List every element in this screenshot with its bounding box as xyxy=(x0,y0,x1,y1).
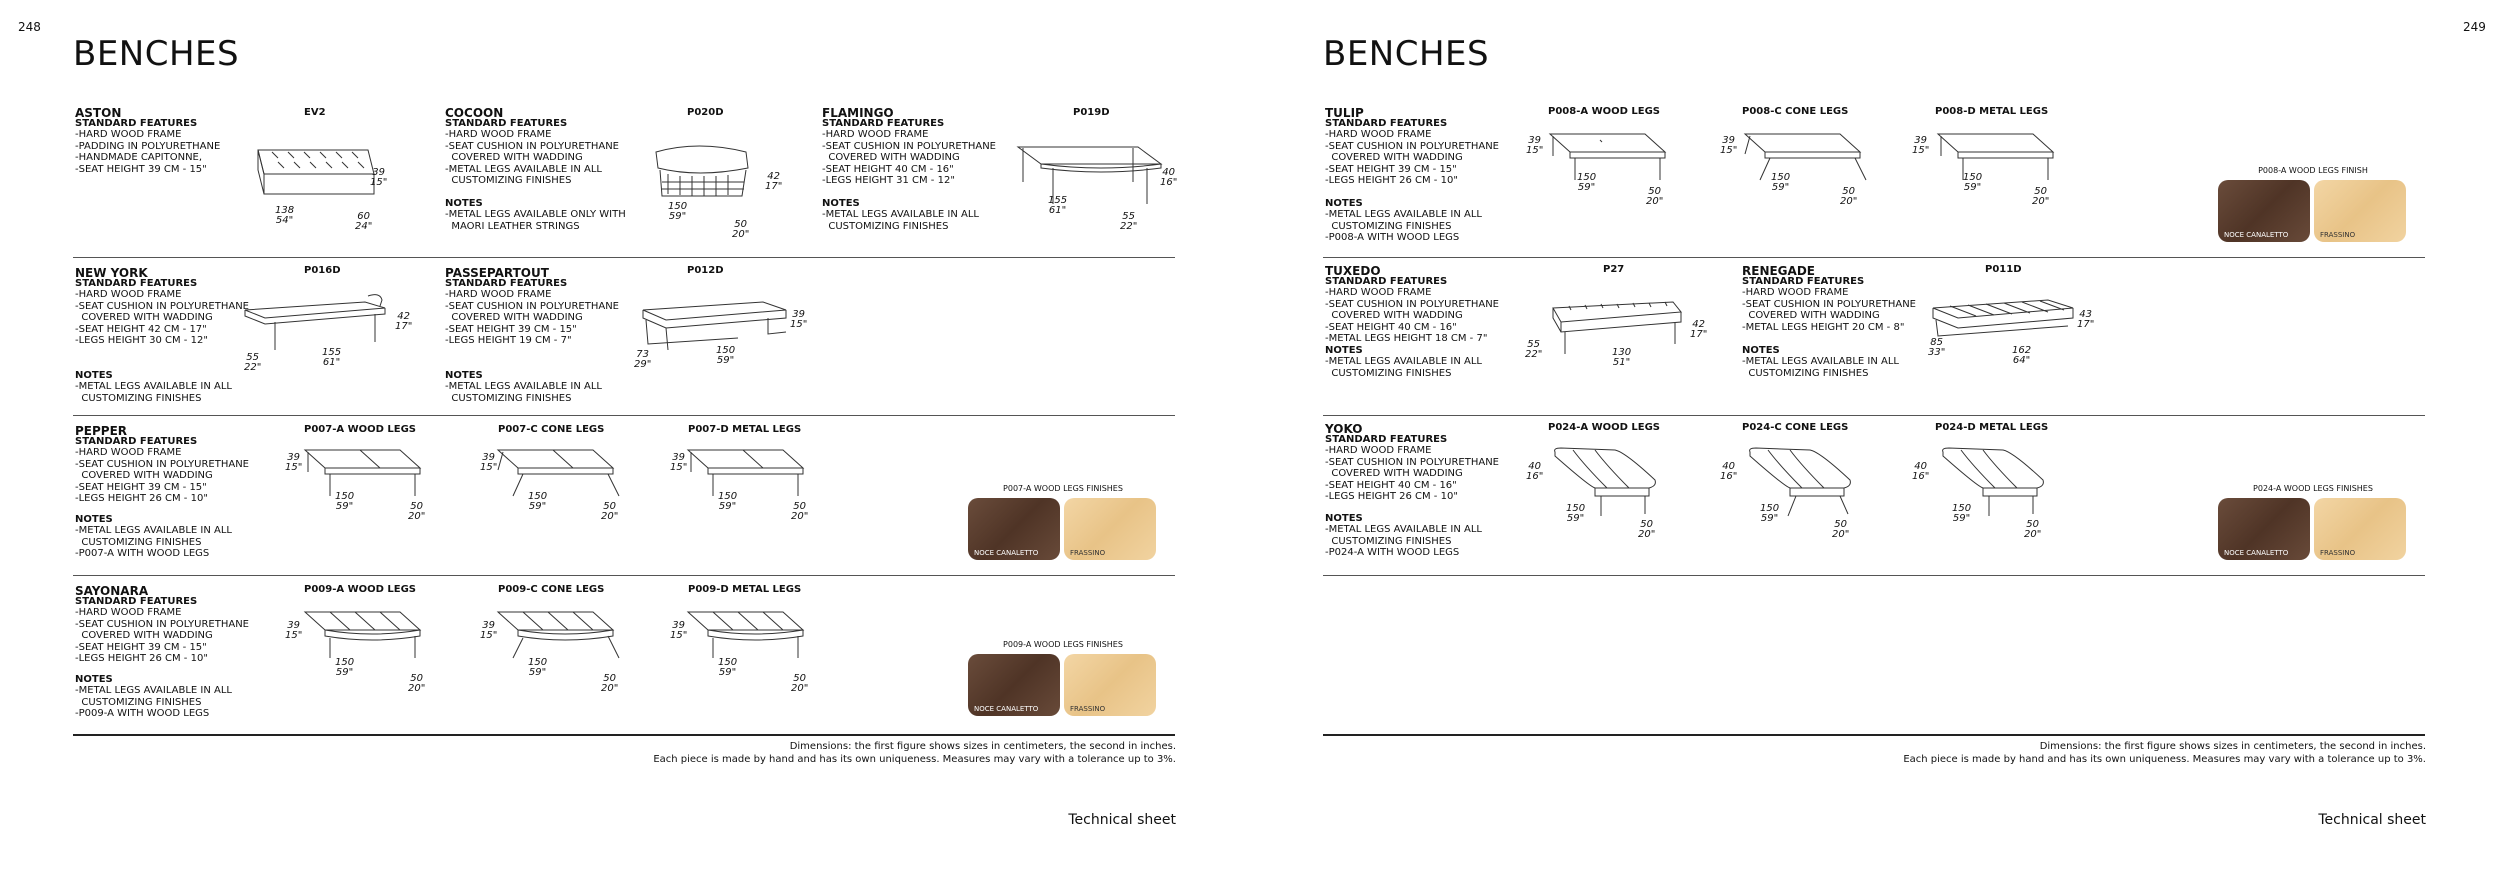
product-code-sayonara-c: P009-C CONE LEGS xyxy=(498,584,605,595)
yoko-d-bench-drawing xyxy=(1933,446,2053,526)
product-name-sayonara: SAYONARA xyxy=(75,584,149,598)
pepper-d-bench-drawing xyxy=(683,444,813,504)
new-york-dim-width: 155 61" xyxy=(322,347,342,368)
finish-swatch-noce-canaletto: NOCE CANALETTO xyxy=(2218,498,2310,560)
cocoon-dim-depth: 50 20" xyxy=(732,219,750,240)
pepper-d-dim-width: 150 59" xyxy=(718,491,738,512)
pepper-dim-height: 39 15" xyxy=(285,452,303,473)
cocoon-notes: -METAL LEGS AVAILABLE ONLY WITH MAORI LEATHER STRINGS xyxy=(445,209,626,232)
tulip-features: -HARD WOOD FRAME -SEAT CUSHION IN POLYURETHANE COVERED WITH WADDING -SEAT HEIGHT 39 CM - 15" -LEGS HEIGHT 26 CM - 10" xyxy=(1325,129,1499,187)
passepartout-bench-drawing xyxy=(638,298,788,358)
yoko-c-dim-height: 40 16" xyxy=(1720,461,1738,482)
tulip-c-bench-drawing xyxy=(1740,128,1870,188)
notes-label: NOTES xyxy=(445,198,483,209)
page-title-right: BENCHES xyxy=(1323,34,1490,74)
std-features-label: STANDARD FEATURES xyxy=(1325,434,1448,445)
aston-dim-height: 39 15" xyxy=(370,167,388,188)
new-york-bench-drawing xyxy=(240,292,390,362)
yoko-finish-title: P024-A WOOD LEGS FINISHES xyxy=(2253,484,2373,493)
std-features-label: STANDARD FEATURES xyxy=(75,596,198,607)
sayonara-features: -HARD WOOD FRAME -SEAT CUSHION IN POLYURETHANE COVERED WITH WADDING -SEAT HEIGHT 39 CM - 15" -LEGS HEIGHT 26 CM - 10" xyxy=(75,607,249,665)
tulip-d-dim-depth: 50 20" xyxy=(2032,186,2050,207)
finish-swatch-frassino: FRASSINO xyxy=(2314,180,2406,242)
pepper-c-dim-depth: 50 20" xyxy=(601,501,619,522)
pepper-finish-title: P007-A WOOD LEGS FINISHES xyxy=(1003,484,1123,493)
sayonara-d-dim-depth: 50 20" xyxy=(791,673,809,694)
aston-dim-depth: 60 24" xyxy=(355,211,373,232)
tuxedo-dim-height: 42 17" xyxy=(1690,319,1708,340)
product-code-cocoon: P020D xyxy=(687,107,724,118)
cocoon-dim-width: 150 59" xyxy=(668,201,688,222)
technical-sheet-label-right: Technical sheet xyxy=(2318,812,2426,828)
std-features-label: STANDARD FEATURES xyxy=(445,278,568,289)
std-features-label: STANDARD FEATURES xyxy=(1742,276,1865,287)
sayonara-c-dim-width: 150 59" xyxy=(528,657,548,678)
tulip-c-dim-width: 150 59" xyxy=(1771,172,1791,193)
tulip-dim-width: 150 59" xyxy=(1577,172,1597,193)
renegade-dim-height: 43 17" xyxy=(2077,309,2095,330)
page-number-left: 248 xyxy=(18,20,41,34)
sayonara-dim-depth: 50 20" xyxy=(408,673,426,694)
pepper-c-bench-drawing xyxy=(493,444,623,504)
product-code-new-york: P016D xyxy=(304,265,341,276)
tulip-c-dim-height: 39 15" xyxy=(1720,135,1738,156)
flamingo-dim-width: 155 61" xyxy=(1048,195,1068,216)
product-code-sayonara-a: P009-A WOOD LEGS xyxy=(304,584,417,595)
tulip-finish-title: P008-A WOOD LEGS FINISH xyxy=(2258,166,2368,175)
pepper-a-bench-drawing xyxy=(300,444,425,504)
notes-label: NOTES xyxy=(1325,345,1363,356)
pepper-d-dim-height: 39 15" xyxy=(670,452,688,473)
sayonara-notes: -METAL LEGS AVAILABLE IN ALL CUSTOMIZING FINISHES -P009-A WITH WOOD LEGS xyxy=(75,685,232,720)
product-code-pepper-c: P007-C CONE LEGS xyxy=(498,424,605,435)
sayonara-dim-width: 150 59" xyxy=(335,657,355,678)
product-code-yoko-d: P024-D METAL LEGS xyxy=(1935,422,2049,433)
product-code-aston: EV2 xyxy=(304,107,326,118)
notes-label: NOTES xyxy=(75,514,113,525)
aston-dim-width: 138 54" xyxy=(275,205,295,226)
tulip-d-dim-height: 39 15" xyxy=(1912,135,1930,156)
finish-swatch-frassino: FRASSINO xyxy=(1064,498,1156,560)
yoko-a-bench-drawing xyxy=(1545,446,1665,526)
sayonara-dim-height: 39 15" xyxy=(285,620,303,641)
yoko-d-dim-height: 40 16" xyxy=(1912,461,1930,482)
product-code-flamingo: P019D xyxy=(1073,107,1110,118)
passepartout-notes: -METAL LEGS AVAILABLE IN ALL CUSTOMIZING FINISHES xyxy=(445,381,602,404)
tulip-dim-height: 39 15" xyxy=(1526,135,1544,156)
product-name-tuxedo: TUXEDO xyxy=(1325,264,1381,278)
std-features-label: STANDARD FEATURES xyxy=(75,118,198,129)
yoko-c-dim-width: 150 59" xyxy=(1760,503,1780,524)
pepper-c-dim-height: 39 15" xyxy=(480,452,498,473)
new-york-features: -HARD WOOD FRAME -SEAT CUSHION IN POLYURETHANE COVERED WITH WADDING -SEAT HEIGHT 42 CM - 17" -LEGS HEIGHT 30 CM - 12" xyxy=(75,289,249,347)
yoko-c-bench-drawing xyxy=(1740,446,1860,526)
std-features-label: STANDARD FEATURES xyxy=(445,118,568,129)
product-code-sayonara-d: P009-D METAL LEGS xyxy=(688,584,802,595)
product-name-renegade: RENEGADE xyxy=(1742,264,1815,278)
finish-swatch-noce-canaletto: NOCE CANALETTO xyxy=(2218,180,2310,242)
yoko-d-dim-width: 150 59" xyxy=(1952,503,1972,524)
new-york-dim-depth: 55 22" xyxy=(244,352,262,373)
yoko-dim-width: 150 59" xyxy=(1566,503,1586,524)
std-features-label: STANDARD FEATURES xyxy=(75,436,198,447)
footer-divider xyxy=(1323,734,2425,736)
tulip-d-dim-width: 150 59" xyxy=(1963,172,1983,193)
product-name-aston: ASTON xyxy=(75,106,122,120)
tulip-notes: -METAL LEGS AVAILABLE IN ALL CUSTOMIZING FINISHES -P008-A WITH WOOD LEGS xyxy=(1325,209,1482,244)
pepper-dim-depth: 50 20" xyxy=(408,501,426,522)
section-divider xyxy=(1323,415,2425,416)
product-name-yoko: YOKO xyxy=(1325,422,1363,436)
renegade-features: -HARD WOOD FRAME -SEAT CUSHION IN POLYURETHANE COVERED WITH WADDING -METAL LEGS HEIGHT 20 CM - 8" xyxy=(1742,287,1916,333)
flamingo-features: -HARD WOOD FRAME -SEAT CUSHION IN POLYURETHANE COVERED WITH WADDING -SEAT HEIGHT 40 CM - 16" -LEGS HEIGHT 31 CM - 12" xyxy=(822,129,996,187)
notes-label: NOTES xyxy=(75,674,113,685)
yoko-dim-depth: 50 20" xyxy=(1638,519,1656,540)
renegade-notes: -METAL LEGS AVAILABLE IN ALL CUSTOMIZING FINISHES xyxy=(1742,356,1899,379)
tuxedo-dim-width: 130 51" xyxy=(1612,347,1632,368)
tuxedo-dim-depth: 55 22" xyxy=(1525,339,1543,360)
sayonara-a-bench-drawing xyxy=(300,606,425,666)
product-code-renegade: P011D xyxy=(1985,264,2022,275)
flamingo-notes: -METAL LEGS AVAILABLE IN ALL CUSTOMIZING FINISHES xyxy=(822,209,979,232)
tuxedo-features: -HARD WOOD FRAME -SEAT CUSHION IN POLYURETHANE COVERED WITH WADDING -SEAT HEIGHT 40 CM - 16" -METAL LEGS HEIGHT 18 CM - 7" xyxy=(1325,287,1499,345)
yoko-dim-height: 40 16" xyxy=(1526,461,1544,482)
yoko-notes: -METAL LEGS AVAILABLE IN ALL CUSTOMIZING FINISHES -P024-A WITH WOOD LEGS xyxy=(1325,524,1482,559)
tulip-a-bench-drawing xyxy=(1545,128,1670,188)
renegade-bench-drawing xyxy=(1928,296,2078,356)
notes-label: NOTES xyxy=(1325,513,1363,524)
product-code-tulip-c: P008-C CONE LEGS xyxy=(1742,106,1849,117)
std-features-label: STANDARD FEATURES xyxy=(1325,276,1448,287)
footer-note-right: Dimensions: the first figure shows sizes in centimeters, the second in inches. Each piece is made by hand and has its own uniqueness. Measures may vary with a tolerance up to 3%. xyxy=(1903,741,2426,765)
finish-swatch-frassino: FRASSINO xyxy=(2314,498,2406,560)
pepper-notes: -METAL LEGS AVAILABLE IN ALL CUSTOMIZING FINISHES -P007-A WITH WOOD LEGS xyxy=(75,525,232,560)
yoko-c-dim-depth: 50 20" xyxy=(1832,519,1850,540)
std-features-label: STANDARD FEATURES xyxy=(1325,118,1448,129)
notes-label: NOTES xyxy=(75,370,113,381)
passepartout-dim-width: 150 59" xyxy=(716,345,736,366)
product-code-yoko-c: P024-C CONE LEGS xyxy=(1742,422,1849,433)
sayonara-d-dim-height: 39 15" xyxy=(670,620,688,641)
product-name-passepartout: PASSEPARTOUT xyxy=(445,266,549,280)
yoko-d-dim-depth: 50 20" xyxy=(2024,519,2042,540)
product-name-tulip: TULIP xyxy=(1325,106,1364,120)
product-name-new-york: NEW YORK xyxy=(75,266,148,280)
finish-swatch-frassino: FRASSINO xyxy=(1064,654,1156,716)
product-code-pepper-d: P007-D METAL LEGS xyxy=(688,424,802,435)
finish-swatch-noce-canaletto: NOCE CANALETTO xyxy=(968,654,1060,716)
yoko-features: -HARD WOOD FRAME -SEAT CUSHION IN POLYURETHANE COVERED WITH WADDING -SEAT HEIGHT 40 CM - 16" -LEGS HEIGHT 26 CM - 10" xyxy=(1325,445,1499,503)
sayonara-c-bench-drawing xyxy=(493,606,623,666)
cocoon-dim-height: 42 17" xyxy=(765,171,783,192)
pepper-d-dim-depth: 50 20" xyxy=(791,501,809,522)
std-features-label: STANDARD FEATURES xyxy=(75,278,198,289)
page-number-right: 249 xyxy=(2463,20,2486,34)
notes-label: NOTES xyxy=(1742,345,1780,356)
sayonara-d-dim-width: 150 59" xyxy=(718,657,738,678)
product-code-tulip-a: P008-A WOOD LEGS xyxy=(1548,106,1661,117)
section-divider xyxy=(1323,257,2425,258)
cocoon-features: -HARD WOOD FRAME -SEAT CUSHION IN POLYURETHANE COVERED WITH WADDING -METAL LEGS AVAILABLE IN ALL CUSTOMIZING FINISHES xyxy=(445,129,619,187)
product-name-flamingo: FLAMINGO xyxy=(822,106,894,120)
notes-label: NOTES xyxy=(822,198,860,209)
pepper-c-dim-width: 150 59" xyxy=(528,491,548,512)
tulip-d-bench-drawing xyxy=(1933,128,2063,188)
sayonara-c-dim-depth: 50 20" xyxy=(601,673,619,694)
technical-sheet-label-left: Technical sheet xyxy=(1068,812,1176,828)
section-divider xyxy=(73,575,1175,576)
passepartout-features: -HARD WOOD FRAME -SEAT CUSHION IN POLYURETHANE COVERED WITH WADDING -SEAT HEIGHT 39 CM - 15" -LEGS HEIGHT 19 CM - 7" xyxy=(445,289,619,347)
pepper-dim-width: 150 59" xyxy=(335,491,355,512)
renegade-dim-width: 162 64" xyxy=(2012,345,2032,366)
std-features-label: STANDARD FEATURES xyxy=(822,118,945,129)
notes-label: NOTES xyxy=(1325,198,1363,209)
flamingo-dim-height: 40 16" xyxy=(1160,167,1178,188)
section-divider xyxy=(1323,575,2425,576)
pepper-features: -HARD WOOD FRAME -SEAT CUSHION IN POLYURETHANE COVERED WITH WADDING -SEAT HEIGHT 39 CM - 15" -LEGS HEIGHT 26 CM - 10" xyxy=(75,447,249,505)
sayonara-finish-title: P009-A WOOD LEGS FINISHES xyxy=(1003,640,1123,649)
section-divider xyxy=(73,415,1175,416)
sayonara-c-dim-height: 39 15" xyxy=(480,620,498,641)
new-york-notes: -METAL LEGS AVAILABLE IN ALL CUSTOMIZING FINISHES xyxy=(75,381,232,404)
page-title-left: BENCHES xyxy=(73,34,240,74)
cocoon-bench-drawing xyxy=(648,140,758,220)
aston-features: -HARD WOOD FRAME -PADDING IN POLYURETHANE -HANDMADE CAPITONNE, -SEAT HEIGHT 39 CM - 15" xyxy=(75,129,221,175)
passepartout-dim-depth: 73 29" xyxy=(634,349,652,370)
tulip-c-dim-depth: 50 20" xyxy=(1840,186,1858,207)
finish-swatch-noce-canaletto: NOCE CANALETTO xyxy=(968,498,1060,560)
tuxedo-notes: -METAL LEGS AVAILABLE IN ALL CUSTOMIZING FINISHES xyxy=(1325,356,1482,379)
product-code-yoko-a: P024-A WOOD LEGS xyxy=(1548,422,1661,433)
section-divider xyxy=(73,257,1175,258)
renegade-dim-depth: 85 33" xyxy=(1928,337,1946,358)
footer-divider xyxy=(73,734,1175,736)
tulip-dim-depth: 50 20" xyxy=(1646,186,1664,207)
product-name-cocoon: COCOON xyxy=(445,106,504,120)
product-code-tuxedo: P27 xyxy=(1603,264,1625,275)
flamingo-dim-depth: 55 22" xyxy=(1120,211,1138,232)
aston-bench-drawing xyxy=(248,142,378,222)
product-name-pepper: PEPPER xyxy=(75,424,128,438)
sayonara-d-bench-drawing xyxy=(683,606,813,666)
footer-note-left: Dimensions: the first figure shows sizes in centimeters, the second in inches. Each piece is made by hand and has its own uniqueness. Measures may vary with a tolerance up to 3%. xyxy=(653,741,1176,765)
product-code-tulip-d: P008-D METAL LEGS xyxy=(1935,106,2049,117)
product-code-passepartout: P012D xyxy=(687,265,724,276)
flamingo-bench-drawing xyxy=(1013,142,1163,217)
passepartout-dim-height: 39 15" xyxy=(790,309,808,330)
notes-label: NOTES xyxy=(445,370,483,381)
product-code-pepper-a: P007-A WOOD LEGS xyxy=(304,424,417,435)
new-york-dim-height: 42 17" xyxy=(395,311,413,332)
